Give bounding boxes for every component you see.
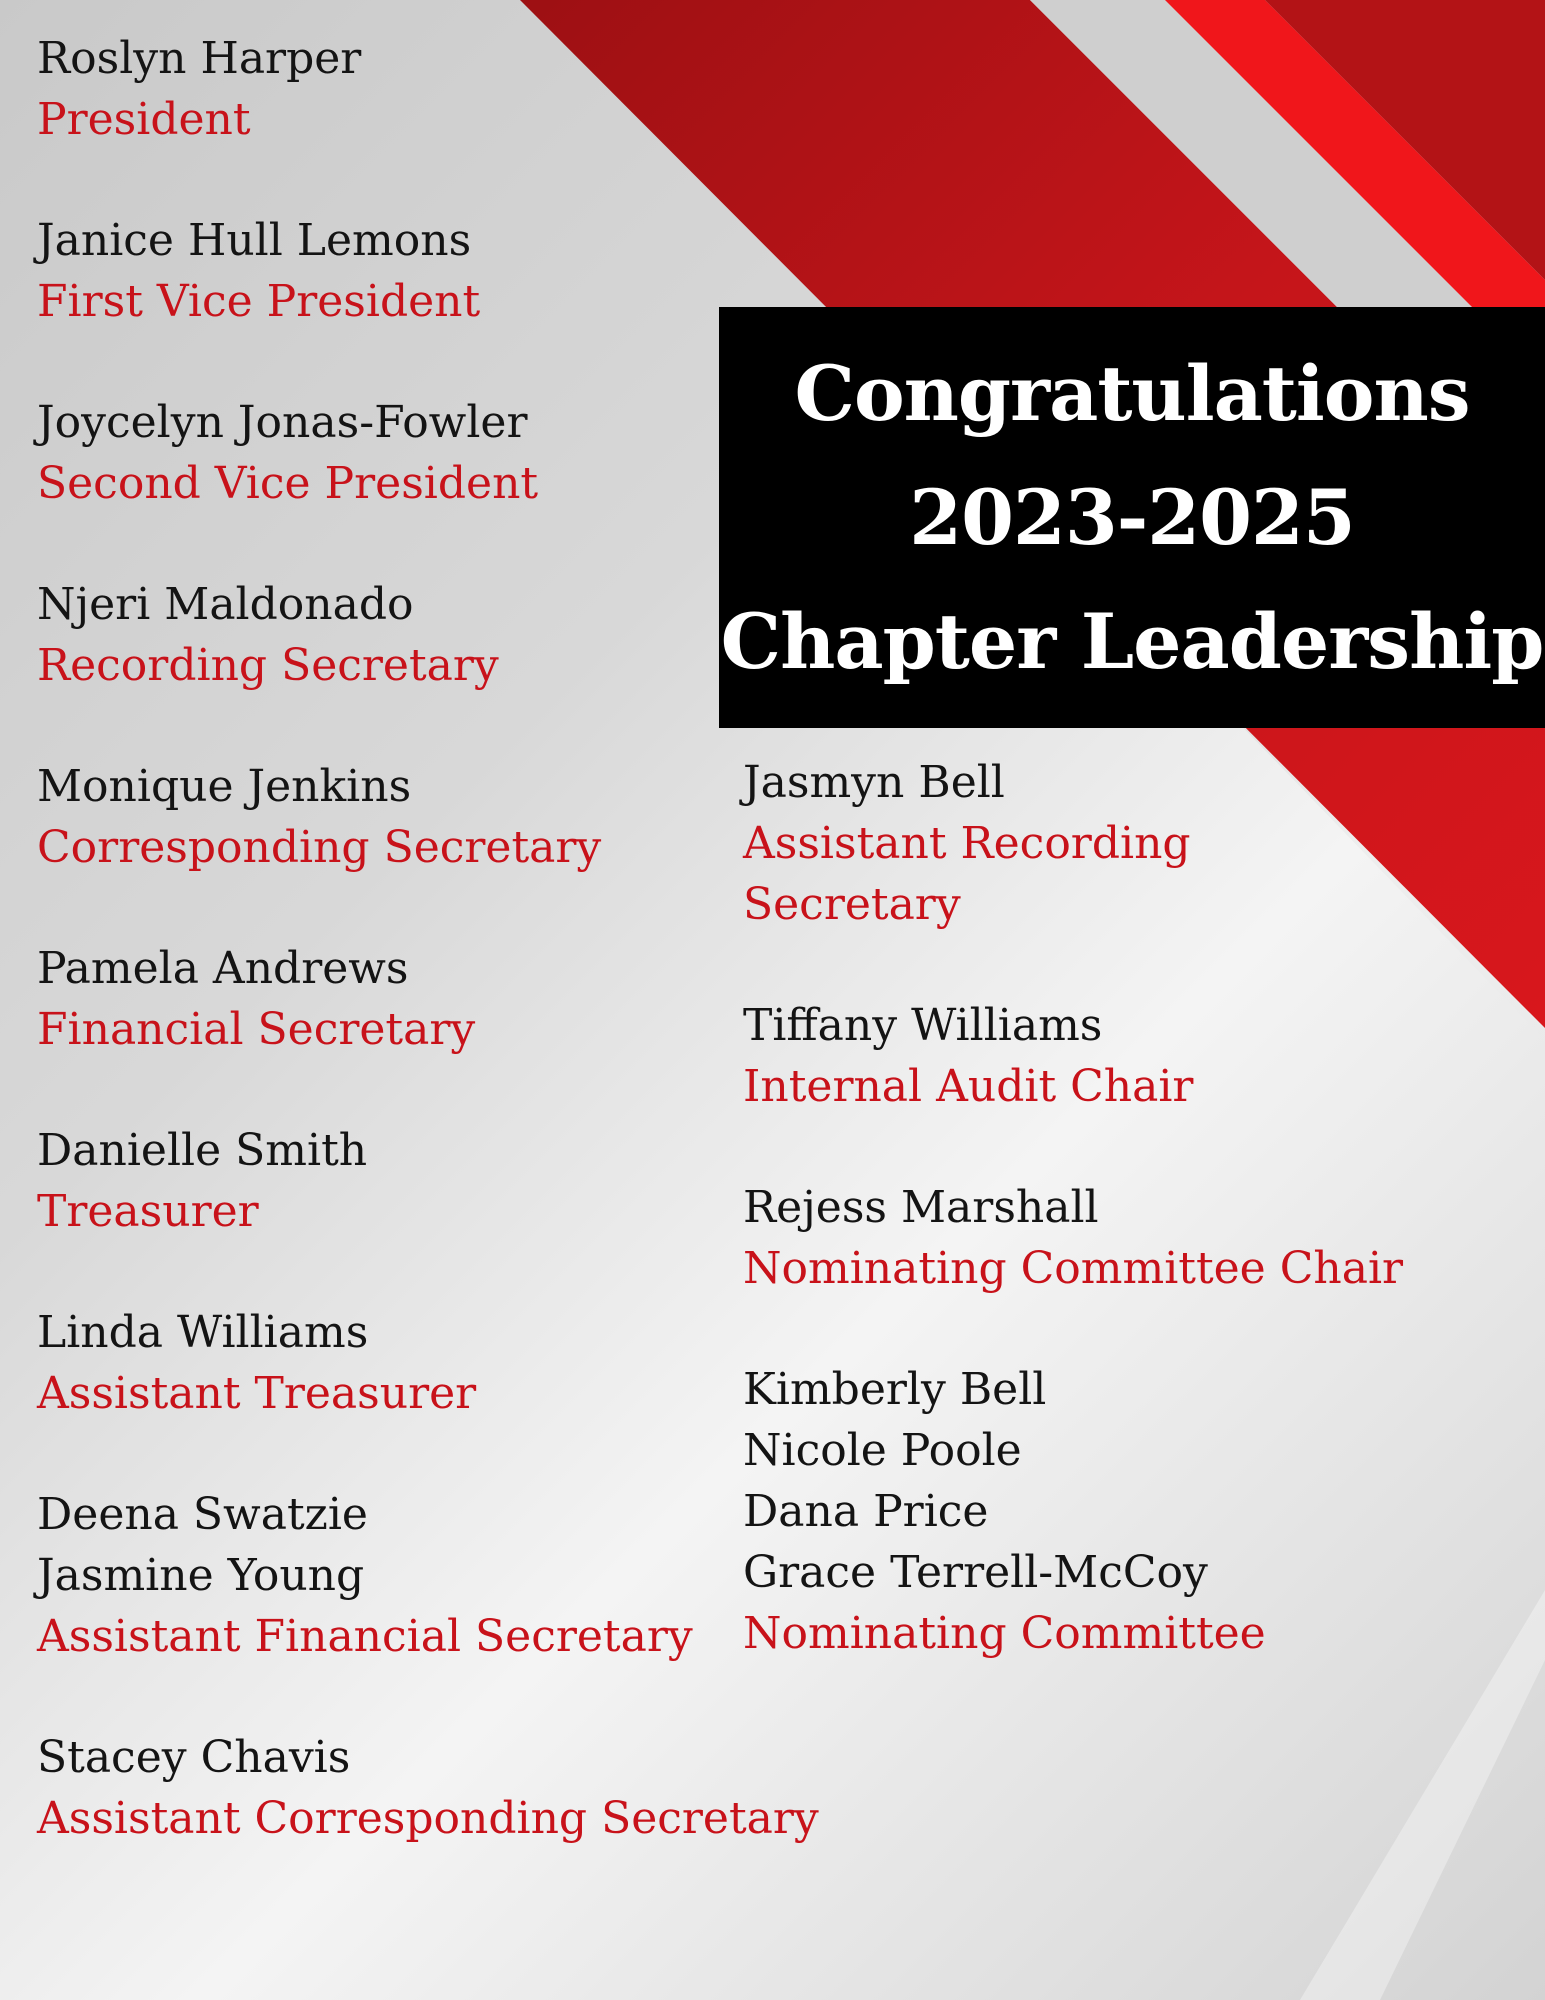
banner-term-years: 2023-2025	[909, 472, 1355, 562]
officer-title: Financial Secretary	[37, 1004, 476, 1055]
officer-title: Treasurer	[37, 1186, 259, 1237]
officer-title: Recording Secretary	[37, 640, 499, 691]
officer-title: Nominating Committee Chair	[743, 1243, 1404, 1294]
officer-entry	[743, 752, 1403, 935]
officer-title: Internal Audit Chair	[743, 1061, 1194, 1112]
officer-entry	[37, 1120, 819, 1242]
officer-name: Pamela Andrews	[37, 943, 409, 994]
officer-entry	[37, 392, 819, 514]
officer-list-right	[743, 752, 1403, 1724]
officer-name: Jasmyn Bell	[743, 757, 1005, 808]
officer-title: Assistant Financial Secretary	[37, 1611, 693, 1662]
officer-entry	[743, 1359, 1403, 1664]
officer-name: Deena Swatzie	[37, 1489, 368, 1540]
officer-list-left	[37, 28, 819, 1909]
banner-congratulations: Congratulations	[794, 348, 1470, 438]
officer-name: Rejess Marshall	[743, 1182, 1099, 1233]
banner-chapter-leadership: Chapter Leadership	[720, 596, 1544, 686]
officer-entry	[37, 756, 819, 878]
officer-name: Kimberly Bell	[743, 1364, 1047, 1415]
officer-name: Dana Price	[743, 1486, 989, 1537]
officer-title: Secretary	[743, 879, 961, 930]
officer-entry	[743, 1177, 1403, 1299]
officer-name: Joycelyn Jonas-Fowler	[37, 397, 528, 448]
officer-name: Nicole Poole	[743, 1425, 1022, 1476]
officer-name: Njeri Maldonado	[37, 579, 414, 630]
officer-name: Jasmine Young	[37, 1550, 365, 1601]
officer-name: Tiffany Williams	[743, 1000, 1103, 1051]
congratulations-banner	[719, 307, 1545, 728]
officer-name: Grace Terrell-McCoy	[743, 1547, 1208, 1598]
officer-entry	[37, 210, 819, 332]
officer-entry	[37, 1727, 819, 1849]
officer-title: Assistant Treasurer	[37, 1368, 477, 1419]
officer-name: Linda Williams	[37, 1307, 369, 1358]
officer-title: Nominating Committee	[743, 1608, 1266, 1659]
officer-title: Assistant Recording	[743, 818, 1191, 869]
officer-title: Corresponding Secretary	[37, 822, 602, 873]
officer-name: Janice Hull Lemons	[37, 215, 472, 266]
officer-entry	[37, 28, 819, 150]
officer-name: Roslyn Harper	[37, 33, 362, 84]
officer-name: Monique Jenkins	[37, 761, 412, 812]
officer-title: President	[37, 94, 251, 145]
officer-entry	[37, 1484, 819, 1667]
officer-title: Assistant Corresponding Secretary	[37, 1793, 819, 1844]
officer-title: First Vice President	[37, 276, 481, 327]
officer-entry	[37, 1302, 819, 1424]
officer-title: Second Vice President	[37, 458, 539, 509]
officer-entry	[37, 938, 819, 1060]
officer-name: Danielle Smith	[37, 1125, 368, 1176]
officer-entry	[37, 574, 819, 696]
officer-name: Stacey Chavis	[37, 1732, 351, 1783]
officer-entry	[743, 995, 1403, 1117]
